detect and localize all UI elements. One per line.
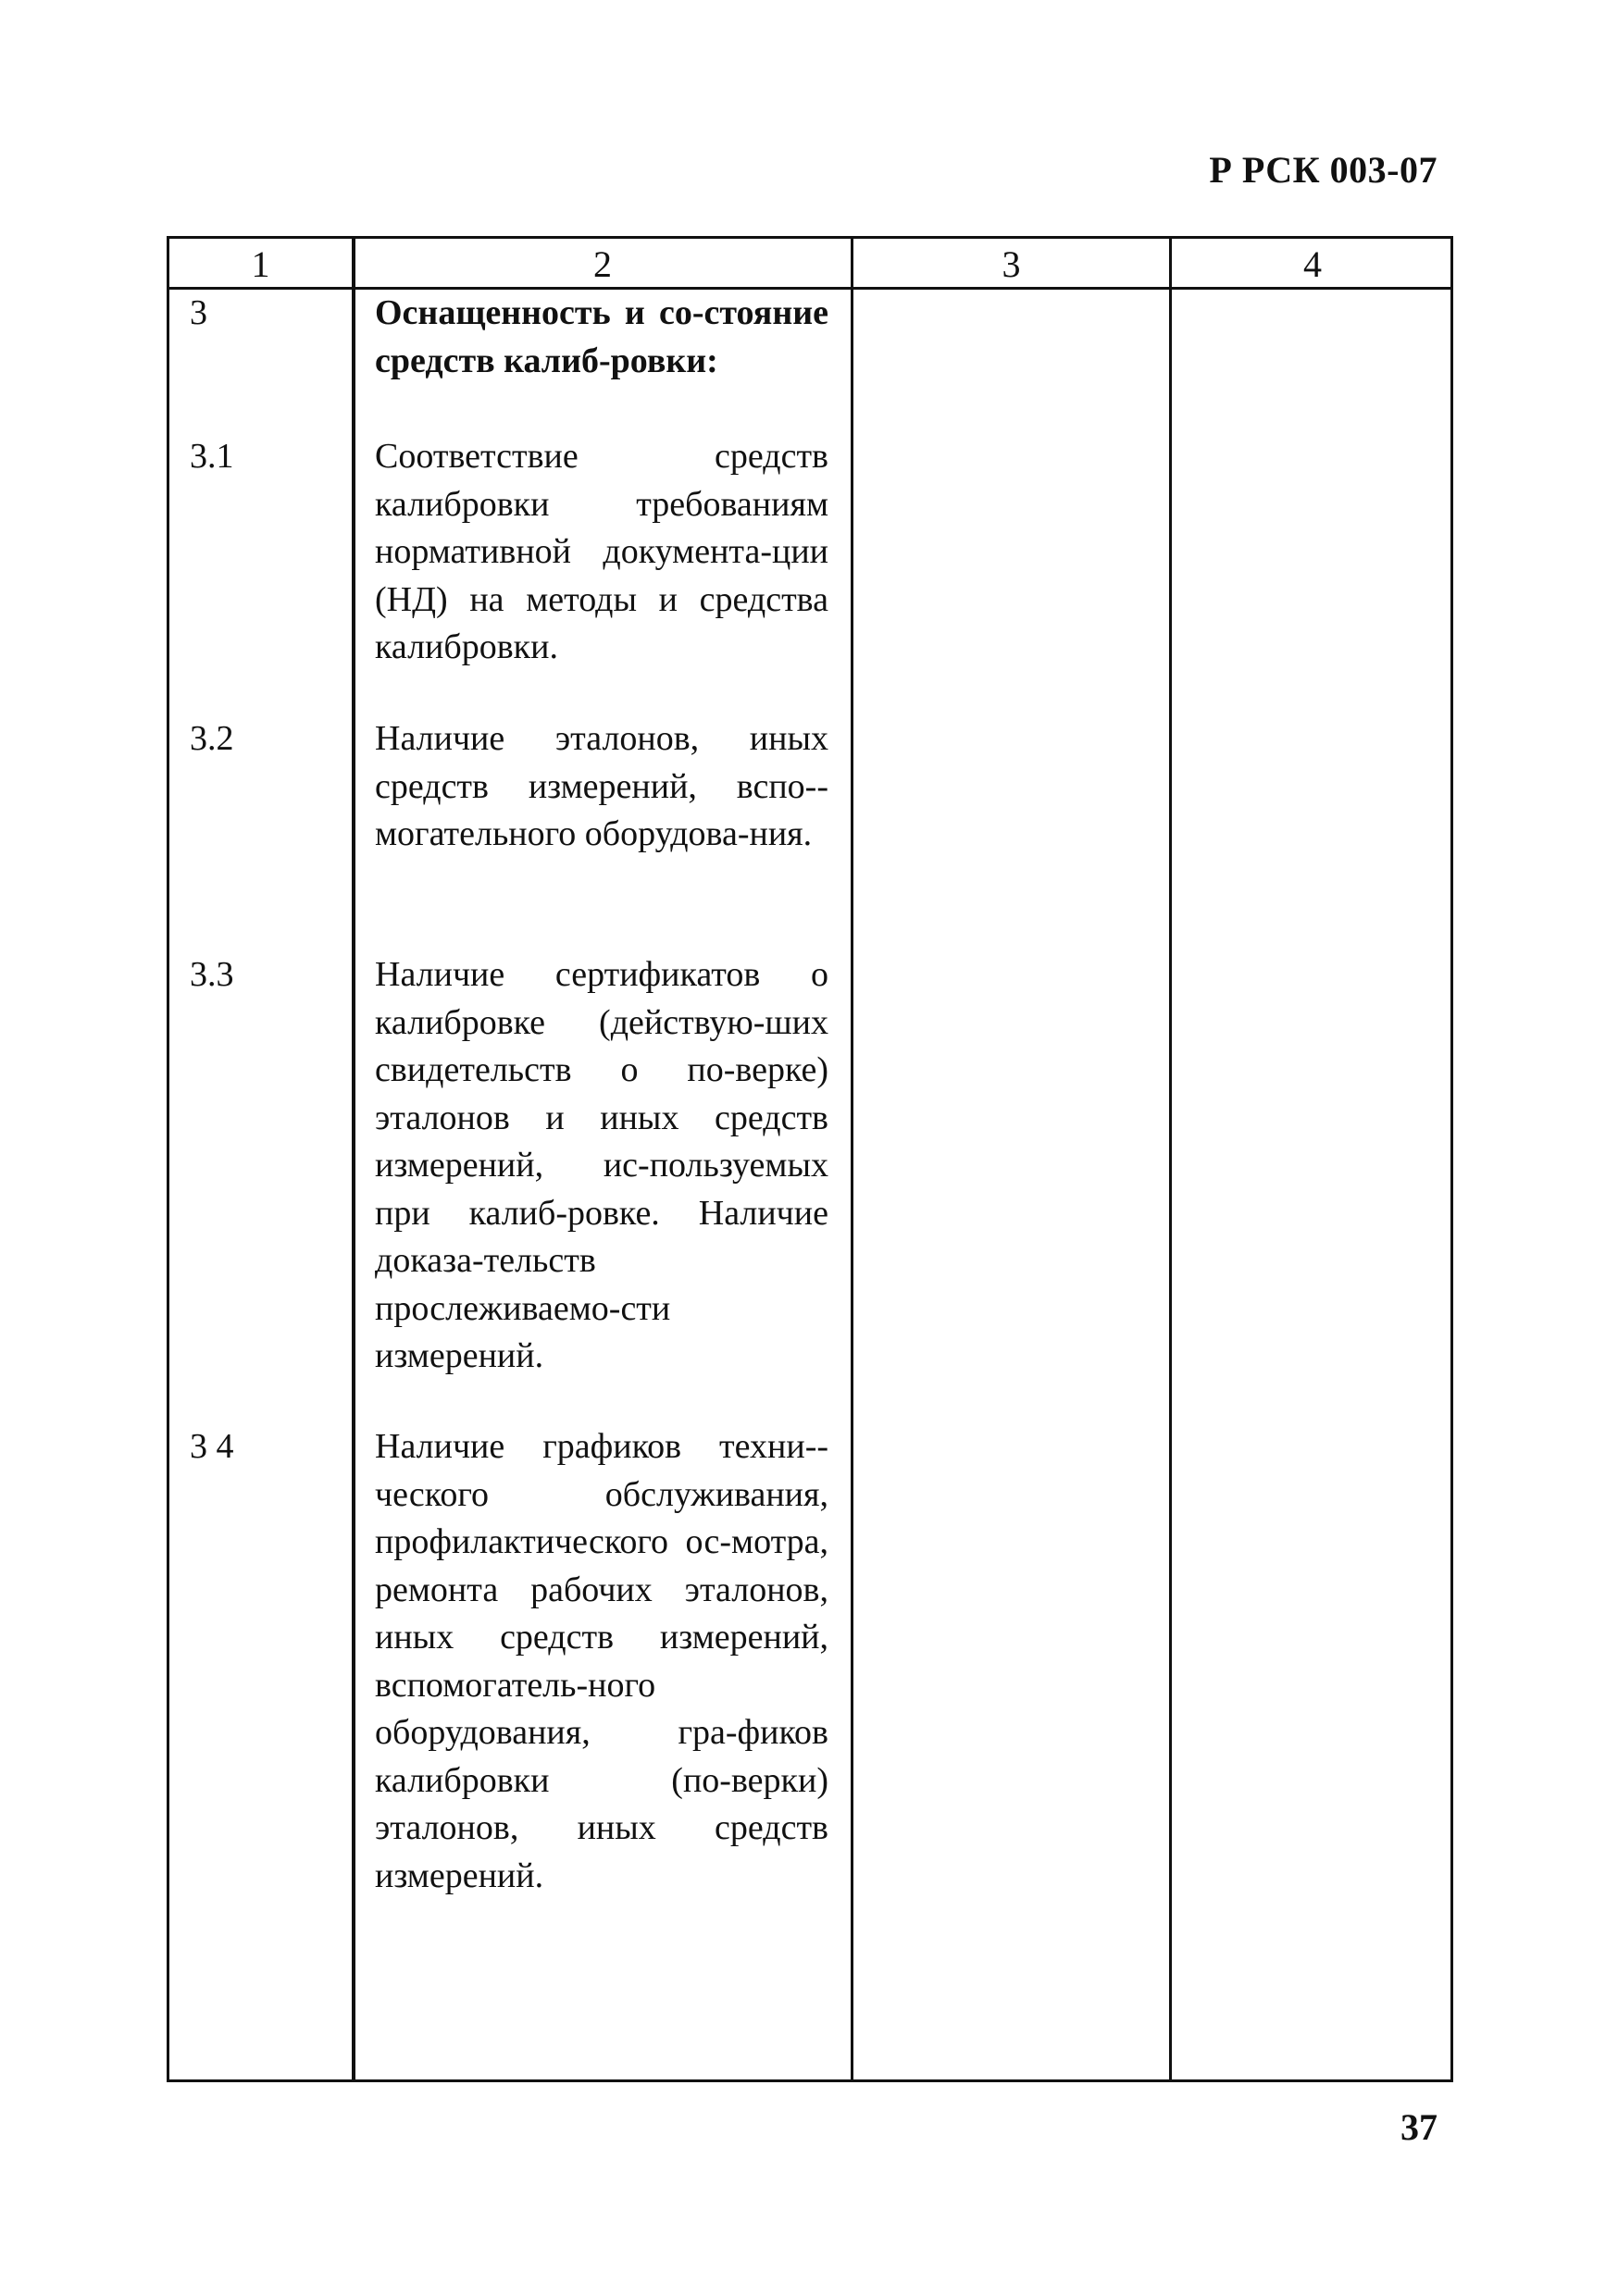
column-divider <box>1169 239 1172 2079</box>
row-number: 3.3 <box>190 955 234 994</box>
column-header-1: 1 <box>251 243 270 285</box>
row-text: Наличие сертификатов о калибровке (действую-ших свидетельств о по-верке) эталонов и иных средств измерений, ис-пользуемых при калиб-ровке. Наличие доказа-тельств прослеживаемо-сти измерений. <box>375 955 828 1375</box>
assessment-table <box>167 236 1453 2082</box>
document-code: Р РСК 003-07 <box>1209 149 1438 191</box>
page-number: 37 <box>1400 2106 1438 2148</box>
row-text: Соответствие средств калибровки требованиям нормативной документа-ции (НД) на методы и средства калибровки. <box>375 437 828 666</box>
column-divider <box>352 239 355 2079</box>
column-divider <box>851 239 853 2079</box>
row-number: 3.2 <box>190 719 234 758</box>
row-text: Наличие графиков техни-ческого обслуживания, профилактического ос-мотра, ремонта рабочих эталонов, иных средств измерений, вспомогатель-ного оборудования, гра-фиков калибровки (по-верки) эталонов, иных средств измерений. <box>375 1427 828 1895</box>
row-number: 3 <box>190 293 207 332</box>
row-text: Наличие эталонов, иных средств измерений, вспо-могательного оборудова-ния. <box>375 719 828 853</box>
column-header-4: 4 <box>1303 243 1322 285</box>
row-number: 3 4 <box>190 1427 234 1466</box>
row-title: Оснащенность и со-стояние средств калиб-ровки: <box>375 293 828 380</box>
column-header-2: 2 <box>593 243 612 285</box>
row-number: 3.1 <box>190 437 234 476</box>
column-header-3: 3 <box>1002 243 1021 285</box>
